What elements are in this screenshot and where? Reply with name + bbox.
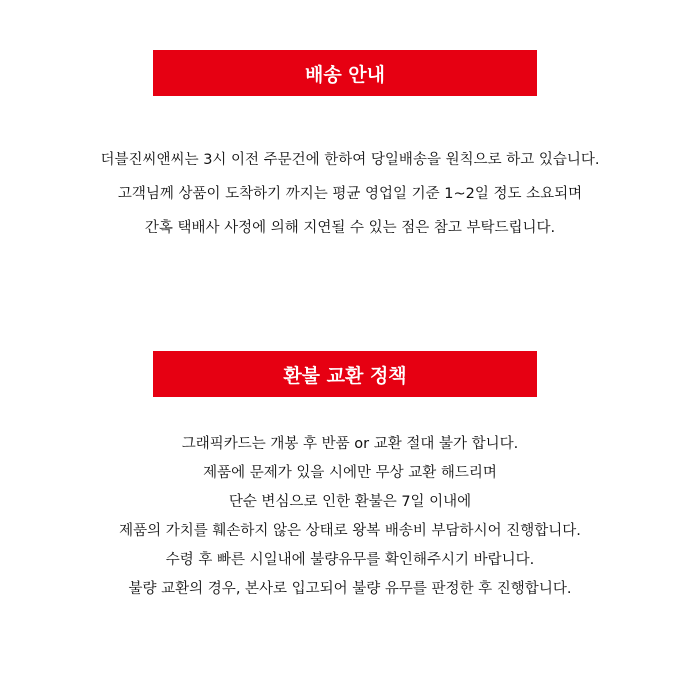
shipping-info-banner xyxy=(153,50,537,96)
refund-policy-banner xyxy=(153,351,537,397)
refund-line-1: 그래픽카드는 개봉 후 반품 or 교환 절대 불가 합니다. xyxy=(181,436,519,452)
refund-line-3: 단순 변심으로 인한 환불은 7일 이내에 xyxy=(228,494,472,510)
shipping-line-3: 간혹 택배사 사정에 의해 지연될 수 있는 점은 참고 부탁드립니다. xyxy=(144,220,556,236)
refund-policy-title: 환불 교환 정책 xyxy=(283,364,407,387)
shipping-line-2: 고객님께 상품이 도착하기 까지는 평균 영업일 기준 1~2일 정도 소요되며 xyxy=(117,186,583,202)
shipping-info-title: 배송 안내 xyxy=(304,63,386,86)
refund-line-6: 불량 교환의 경우, 본사로 입고되어 불량 유무를 판정한 후 진행합니다. xyxy=(128,581,572,597)
refund-line-5: 수령 후 빠른 시일내에 불량유무를 확인해주시기 바랍니다. xyxy=(165,552,535,568)
shipping-line-1: 더블진씨앤씨는 3시 이전 주문건에 한하여 당일배송을 원칙으로 하고 있습니다. xyxy=(100,152,600,168)
refund-line-4: 제품의 가치를 훼손하지 않은 상태로 왕복 배송비 부담하시어 진행합니다. xyxy=(119,523,581,539)
refund-line-2: 제품에 문제가 있을 시에만 무상 교환 해드리며 xyxy=(203,465,497,481)
